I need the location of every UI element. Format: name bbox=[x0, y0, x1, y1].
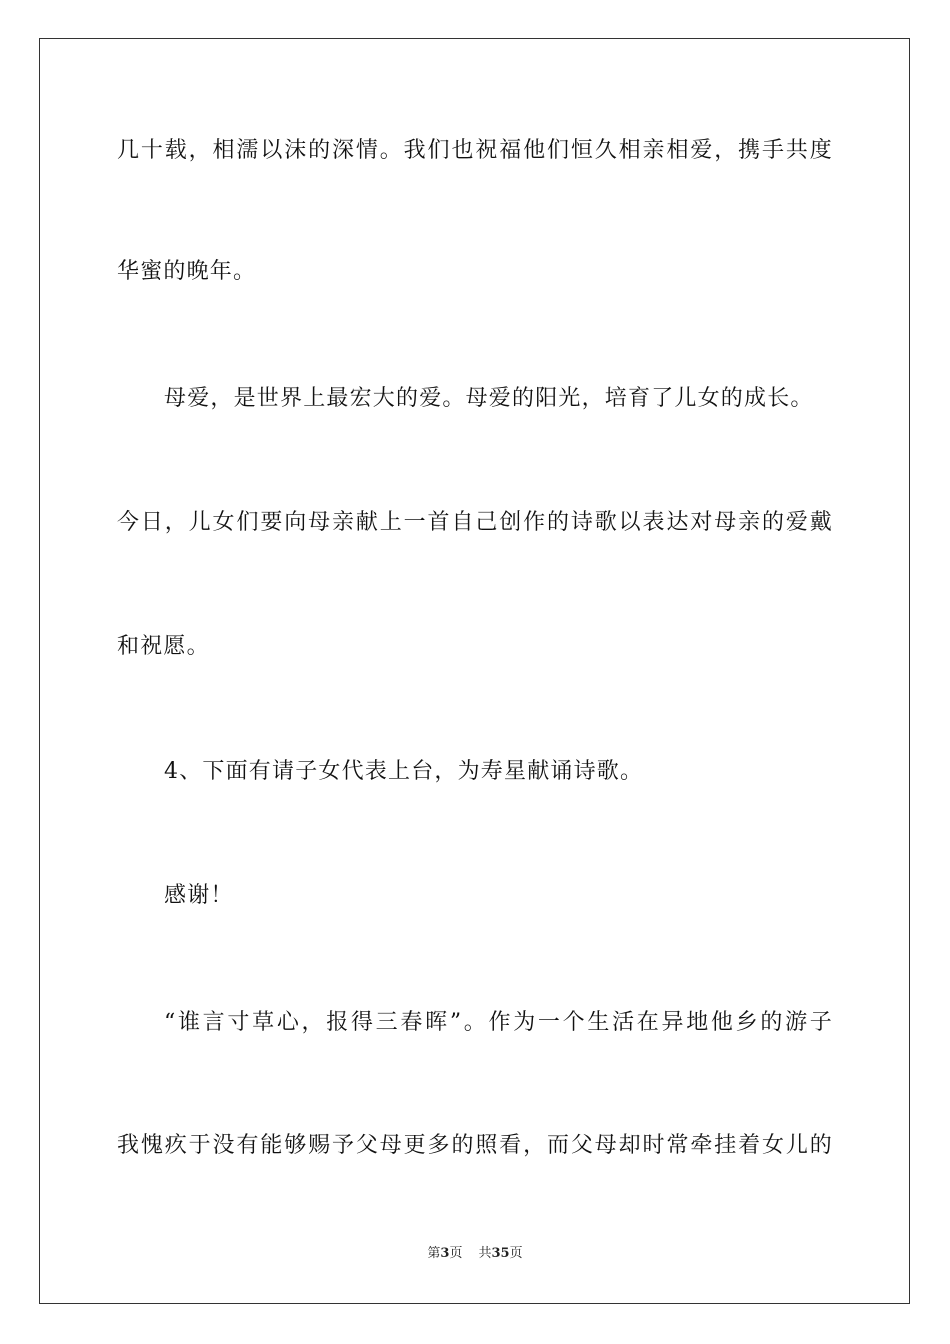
body-line-4: 今日，儿女们要向母亲献上一首自己创作的诗歌以表达对母亲的爱戴 bbox=[117, 510, 833, 535]
body-line-6: 4、下面有请子女代表上台，为寿星献诵诗歌。 bbox=[164, 759, 644, 784]
body-line-1: 几十载，相濡以沫的深情。我们也祝福他们恒久相亲相爱，携手共度 bbox=[117, 138, 833, 163]
footer-page-number: 3 bbox=[440, 1246, 450, 1261]
body-line-3: 母爱，是世界上最宏大的爱。母爱的阳光，培育了儿女的成长。 bbox=[164, 386, 814, 411]
footer-total-pages: 35 bbox=[491, 1246, 510, 1261]
footer-total-suffix: 页 bbox=[509, 1246, 523, 1261]
body-line-7: 感谢！ bbox=[164, 883, 234, 908]
footer-prefix: 第 bbox=[427, 1246, 441, 1261]
body-line-9: 我愧疚于没有能够赐予父母更多的照看，而父母却时常牵挂着女儿的 bbox=[117, 1133, 833, 1158]
page-footer bbox=[0, 1245, 950, 1263]
page-border bbox=[39, 38, 910, 1304]
footer-page-suffix: 页 bbox=[449, 1246, 463, 1261]
footer-total-prefix: 共 bbox=[478, 1246, 492, 1261]
body-line-2: 华蜜的晚年。 bbox=[117, 259, 257, 284]
body-line-8: “谁言寸草心，报得三春晖”。作为一个生活在异地他乡的游子 bbox=[164, 1010, 833, 1035]
body-line-5: 和祝愿。 bbox=[117, 634, 210, 659]
